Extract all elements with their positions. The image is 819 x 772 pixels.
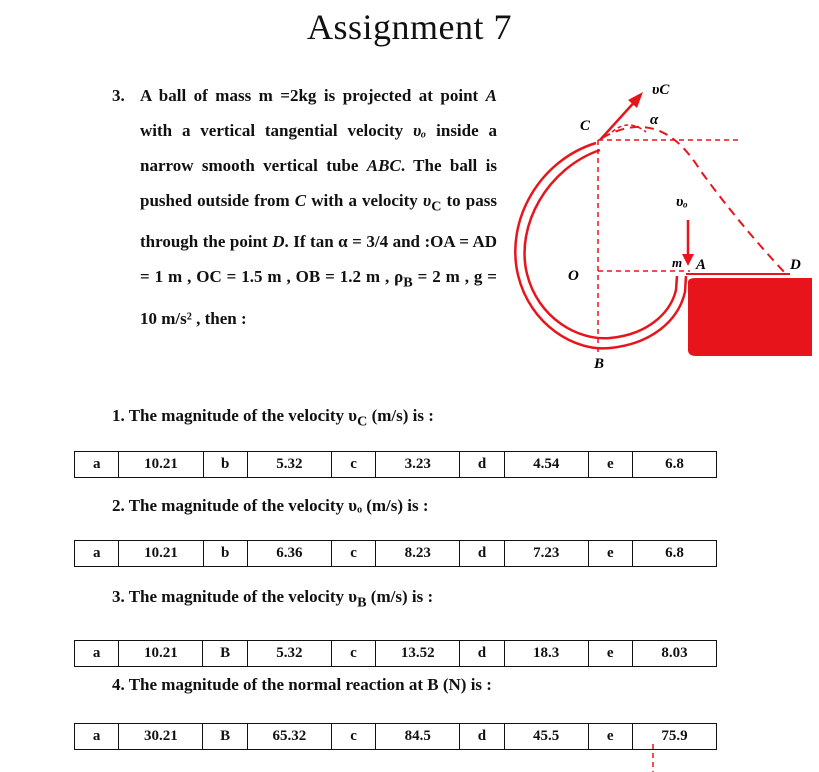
label-d: D: [790, 257, 801, 273]
option-value[interactable]: 10.21: [119, 541, 203, 567]
option-value[interactable]: 8.23: [376, 541, 460, 567]
option-value[interactable]: 5.32: [247, 452, 331, 478]
option-value[interactable]: 84.5: [376, 724, 460, 750]
option-letter: B: [203, 724, 247, 750]
vc-arrow: [600, 98, 638, 140]
option-letter: c: [331, 724, 375, 750]
option-letter: c: [331, 541, 375, 567]
dashed-marker: [648, 744, 658, 772]
option-value[interactable]: 65.32: [247, 724, 331, 750]
answers-q3: [74, 640, 717, 667]
option-letter: e: [588, 452, 632, 478]
option-letter: d: [460, 641, 504, 667]
ground-block: [688, 278, 812, 356]
question-4: 4. The magnitude of the normal reaction at B (N) is :: [112, 675, 492, 694]
label-c: C: [580, 118, 591, 134]
option-letter: e: [588, 641, 632, 667]
problem-statement: [112, 78, 497, 336]
option-value[interactable]: 3.23: [376, 452, 460, 478]
vo-arrow-head: [682, 254, 694, 266]
problem-text: A ball of mass m =2kg is projected at point A with a vertical tangential velocity υₒ inside a narrow smooth vertical tube ABC. The ball is pushed outside from C with a velocity $\upsilon_C$ to pass through the point D. If tan α = 3/4 and :OA = AD = 1 m , OC = 1.5 m , OB = 1.2 m , $\rho_B = 2$ m , g = 10 m/s² , then :: [140, 86, 498, 328]
label-alpha: α: [650, 112, 659, 128]
option-value[interactable]: 13.52: [376, 641, 460, 667]
option-value[interactable]: 6.8: [633, 452, 717, 478]
option-value[interactable]: 8.03: [632, 641, 716, 667]
option-value[interactable]: 18.3: [504, 641, 588, 667]
option-letter: b: [203, 541, 247, 567]
option-value[interactable]: 30.21: [119, 724, 203, 750]
option-letter: e: [588, 541, 632, 567]
option-value[interactable]: 45.5: [504, 724, 588, 750]
option-value[interactable]: 10.21: [119, 641, 203, 667]
label-b: B: [594, 356, 605, 372]
page-title: Assignment 7: [306, 7, 512, 47]
option-value[interactable]: 4.54: [504, 452, 588, 478]
option-letter: d: [460, 724, 504, 750]
option-letter: e: [588, 724, 632, 750]
option-value[interactable]: 75.9: [632, 724, 716, 750]
label-o: O: [568, 268, 579, 284]
tube-diagram: [500, 60, 819, 380]
option-value[interactable]: 6.36: [247, 541, 331, 567]
question-3: 3. The magnitude of the velocity $\upsilon_B$ (m/s) is :: [112, 587, 434, 611]
label-a: A: [696, 257, 707, 273]
question-2: 2. The magnitude of the velocity υₒ (m/s) is :: [112, 496, 429, 515]
option-letter: a: [75, 724, 119, 750]
answers-q4: [74, 723, 717, 750]
option-letter: B: [203, 641, 247, 667]
option-letter: c: [331, 452, 375, 478]
projectile-path: [602, 127, 786, 274]
label-m: m: [672, 255, 683, 270]
option-value[interactable]: 6.8: [633, 541, 717, 567]
answers-q2: [74, 540, 717, 567]
answers-q1: [74, 451, 717, 478]
label-vc: υC: [652, 82, 670, 98]
option-letter: d: [460, 541, 504, 567]
option-value[interactable]: 7.23: [504, 541, 588, 567]
question-1: 1. The magnitude of the velocity $\upsilon_C$ (m/s) is :: [112, 406, 434, 430]
tube-inner: [525, 150, 677, 338]
label-vo: υₒ: [676, 194, 688, 210]
option-letter: a: [75, 541, 119, 567]
option-letter: b: [203, 452, 247, 478]
option-letter: d: [460, 452, 504, 478]
problem-number: 3.: [112, 86, 125, 105]
option-letter: a: [75, 641, 119, 667]
option-value[interactable]: 10.21: [119, 452, 203, 478]
option-letter: a: [75, 452, 119, 478]
option-letter: c: [331, 641, 375, 667]
option-value[interactable]: 5.32: [247, 641, 331, 667]
